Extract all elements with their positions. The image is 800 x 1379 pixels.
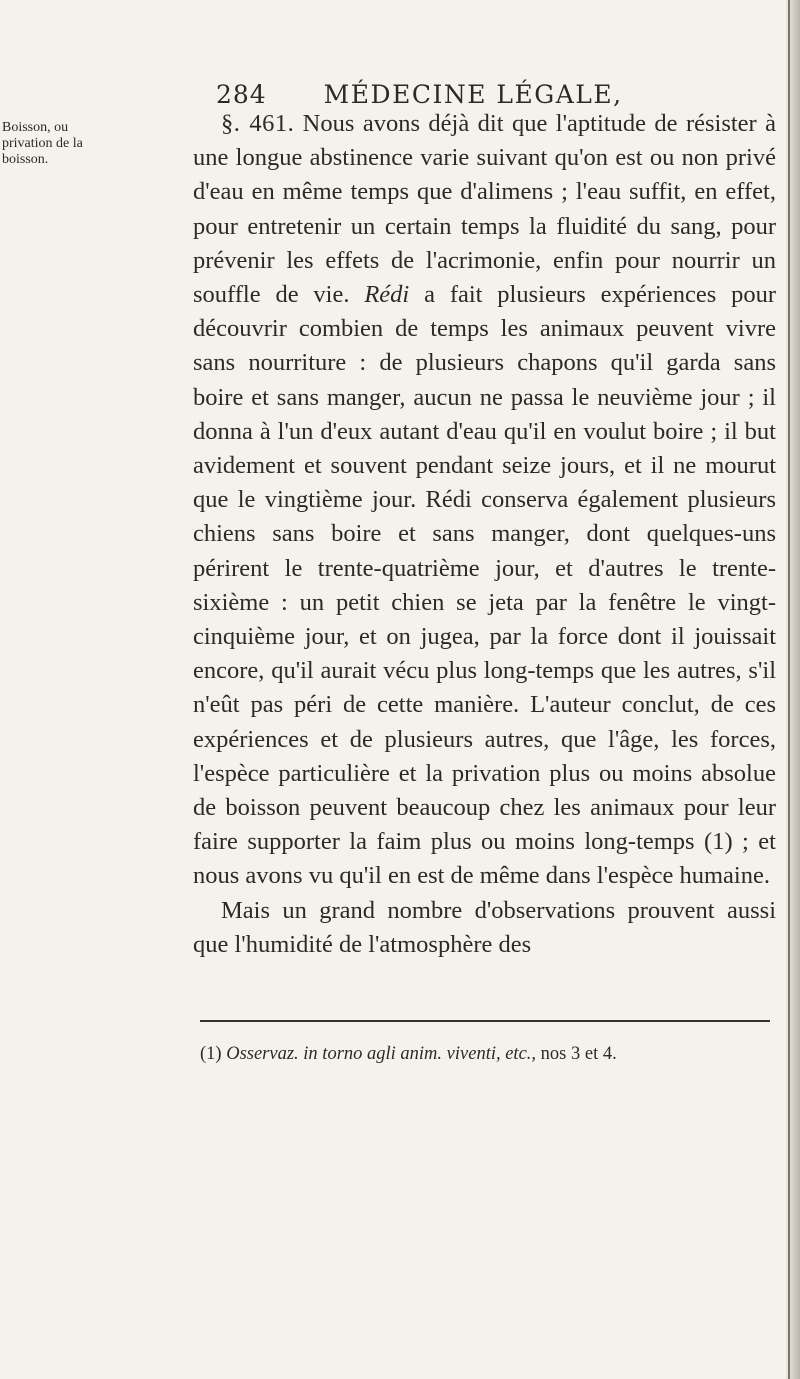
margin-note: Boisson, ou privation de la boisson. bbox=[2, 120, 83, 167]
paragraph-2: Mais un grand nombre d'observations prouvent aussi que l'humidité de l'atmosphère des bbox=[193, 896, 776, 958]
author-name: Rédi bbox=[364, 281, 410, 309]
running-title: MÉDECINE LÉGALE, bbox=[323, 80, 623, 109]
body-text bbox=[193, 107, 776, 962]
footnote-citation: Osservaz. in torno agli anim. viventi, etc. bbox=[226, 1044, 532, 1064]
footnote-marker: (1) bbox=[200, 1044, 222, 1064]
paragraph-1-text: Nous avons déjà dit que l'aptitude de résister à une longue abstinence varie suivant qu'on est ou non privé d'eau en même temps que d'alimens ; l'eau suffit, en effet, pour entretenir un certain temps la fluidité du sang, pour prévenir les effets de l'acrimonie, enfin pour nourrir un souffle de vie. bbox=[193, 110, 777, 309]
running-header bbox=[216, 80, 623, 109]
section-number: §. 461. bbox=[221, 110, 295, 137]
page-number: 284 bbox=[216, 80, 267, 109]
paragraph-1 bbox=[193, 107, 776, 894]
page-edge-line bbox=[788, 0, 790, 1379]
footnote bbox=[200, 1043, 760, 1066]
footnote-rule bbox=[200, 1020, 770, 1022]
footnote-rest: , nos 3 et 4. bbox=[531, 1044, 617, 1064]
paragraph-1-continuation: a fait plusieurs expériences pour découvrir combien de temps les animaux peuvent vivre sans nourriture : de plusieurs chapons qu'il garda sans boire et sans manger, aucun ne passa le neuvième jour ; il donna à l'un d'eux autant d'eau qu'il en voulut boire ; il but avidement et souvent pendant seize jours, et il ne mourut que le vingtième jour. Rédi conserva également plusieurs chiens sans boire et sans manger, dont quelques-uns périrent le trente-quatrième jour, et d'autres le trente-sixième : un petit chien se jeta par la fenêtre le vingt-cinquième jour, et on jugea, par la force dont il jouissait encore, qu'il aurait vécu plus long-temps que les autres, s'il n'eût pas péri de cette manière. L'auteur conclut, de ces expériences et de plusieurs autres, que l'âge, les forces, l'espèce particulière et la privation plus ou moins absolue de boisson peuvent beaucoup chez les animaux pour leur faire supporter la faim plus ou moins long-temps (1) ; et nous avons vu qu'il en est de même dans l'espèce humaine. bbox=[193, 281, 777, 890]
